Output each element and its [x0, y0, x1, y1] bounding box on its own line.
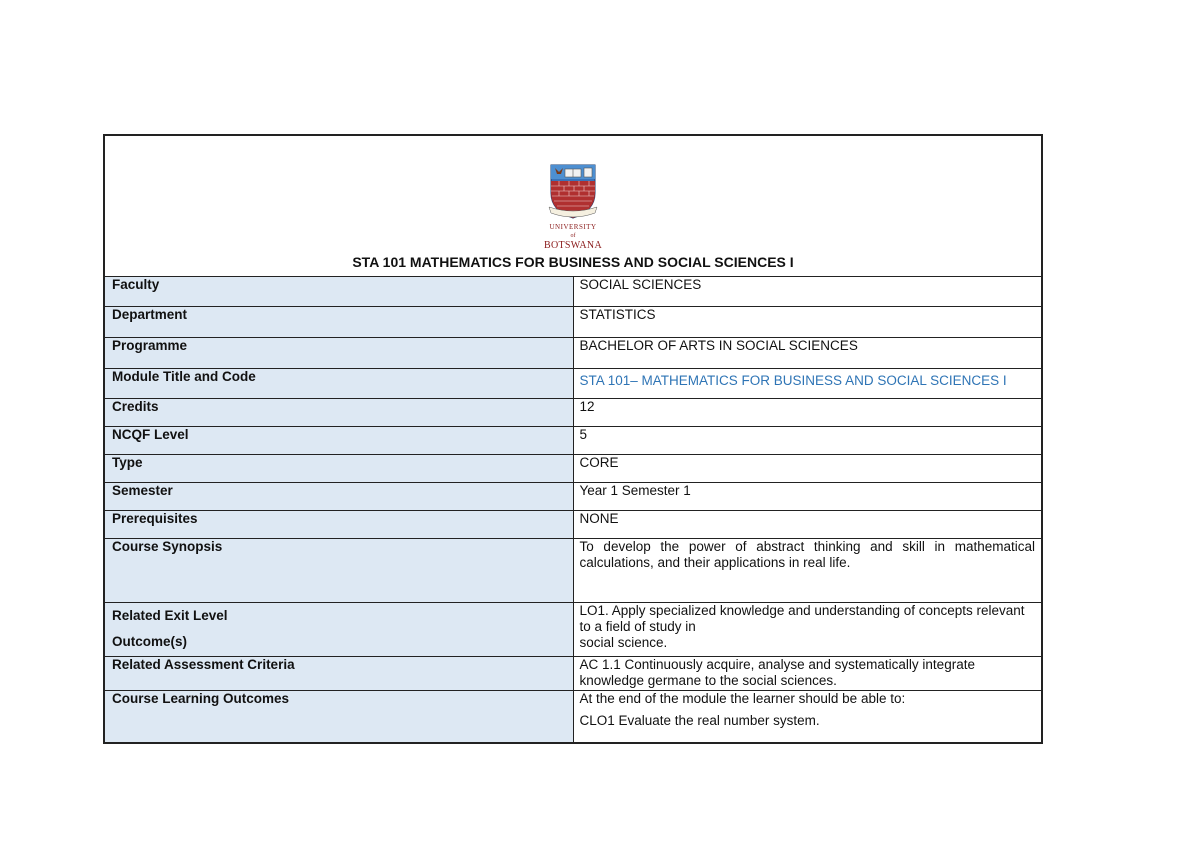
- value-type: CORE: [573, 455, 1042, 483]
- learning-outcomes-intro: At the end of the module the learner should be able to:: [579, 691, 906, 706]
- row-ncqf-level: [104, 427, 1042, 455]
- value-credits: 12: [573, 399, 1042, 427]
- label-exit-level-line2: Outcome(s): [112, 634, 188, 649]
- document-title: STA 101 MATHEMATICS FOR BUSINESS AND SOCIAL SCIENCES I: [352, 254, 794, 270]
- value-ncqf-level: 5: [573, 427, 1042, 455]
- row-department: [104, 307, 1042, 338]
- value-exit-level-line2: social science.: [579, 635, 668, 650]
- label-assessment-criteria: Related Assessment Criteria: [104, 657, 573, 691]
- learning-outcome-clo1: CLO1 Evaluate the real number system.: [579, 713, 820, 728]
- logo-line-of: of: [570, 233, 576, 239]
- label-course-synopsis: Course Synopsis: [104, 539, 573, 603]
- label-module-title: Module Title and Code: [104, 369, 573, 399]
- value-programme: BACHELOR OF ARTS IN SOCIAL SCIENCES: [573, 338, 1042, 369]
- label-faculty: Faculty: [104, 277, 573, 307]
- value-learning-outcomes: [573, 691, 1042, 743]
- logo-line-university: UNIVERSITY: [549, 223, 597, 231]
- value-department: STATISTICS: [573, 307, 1042, 338]
- label-prerequisites: Prerequisites: [104, 511, 573, 539]
- university-crest-icon: [547, 163, 599, 219]
- row-course-synopsis: [104, 539, 1042, 603]
- row-learning-outcomes: [104, 691, 1042, 743]
- label-ncqf-level: NCQF Level: [104, 427, 573, 455]
- label-semester: Semester: [104, 483, 573, 511]
- row-assessment-criteria: [104, 657, 1042, 691]
- value-semester: Year 1 Semester 1: [573, 483, 1042, 511]
- row-module-title: [104, 369, 1042, 399]
- label-programme: Programme: [104, 338, 573, 369]
- value-prerequisites: NONE: [573, 511, 1042, 539]
- value-faculty: SOCIAL SCIENCES: [573, 277, 1042, 307]
- university-logo: [533, 163, 613, 250]
- value-exit-level-outcome: [573, 603, 1042, 657]
- label-exit-level-outcome: [104, 603, 573, 657]
- row-credits: [104, 399, 1042, 427]
- row-exit-level-outcome: [104, 603, 1042, 657]
- row-prerequisites: [104, 511, 1042, 539]
- label-type: Type: [104, 455, 573, 483]
- value-exit-level-line1: LO1. Apply specialized knowledge and understanding of concepts relevant to a field of study in: [579, 603, 1025, 634]
- row-faculty: [104, 277, 1042, 307]
- course-info-table: [103, 134, 1043, 744]
- label-credits: Credits: [104, 399, 573, 427]
- value-assessment-criteria: AC 1.1 Continuously acquire, analyse and systematically integrate knowledge germane to the social sciences.: [573, 657, 1042, 691]
- logo-line-botswana: BOTSWANA: [544, 240, 602, 251]
- value-module-title: STA 101– MATHEMATICS FOR BUSINESS AND SOCIAL SCIENCES I: [573, 369, 1042, 399]
- header-cell: [104, 135, 1042, 277]
- label-department: Department: [104, 307, 573, 338]
- label-exit-level-line1: Related Exit Level: [112, 608, 228, 623]
- row-semester: [104, 483, 1042, 511]
- label-learning-outcomes: Course Learning Outcomes: [104, 691, 573, 743]
- value-course-synopsis: To develop the power of abstract thinking and skill in mathematical calculations, and their applications in real life.: [573, 539, 1042, 603]
- row-programme: [104, 338, 1042, 369]
- row-type: [104, 455, 1042, 483]
- university-wordmark: [533, 223, 613, 250]
